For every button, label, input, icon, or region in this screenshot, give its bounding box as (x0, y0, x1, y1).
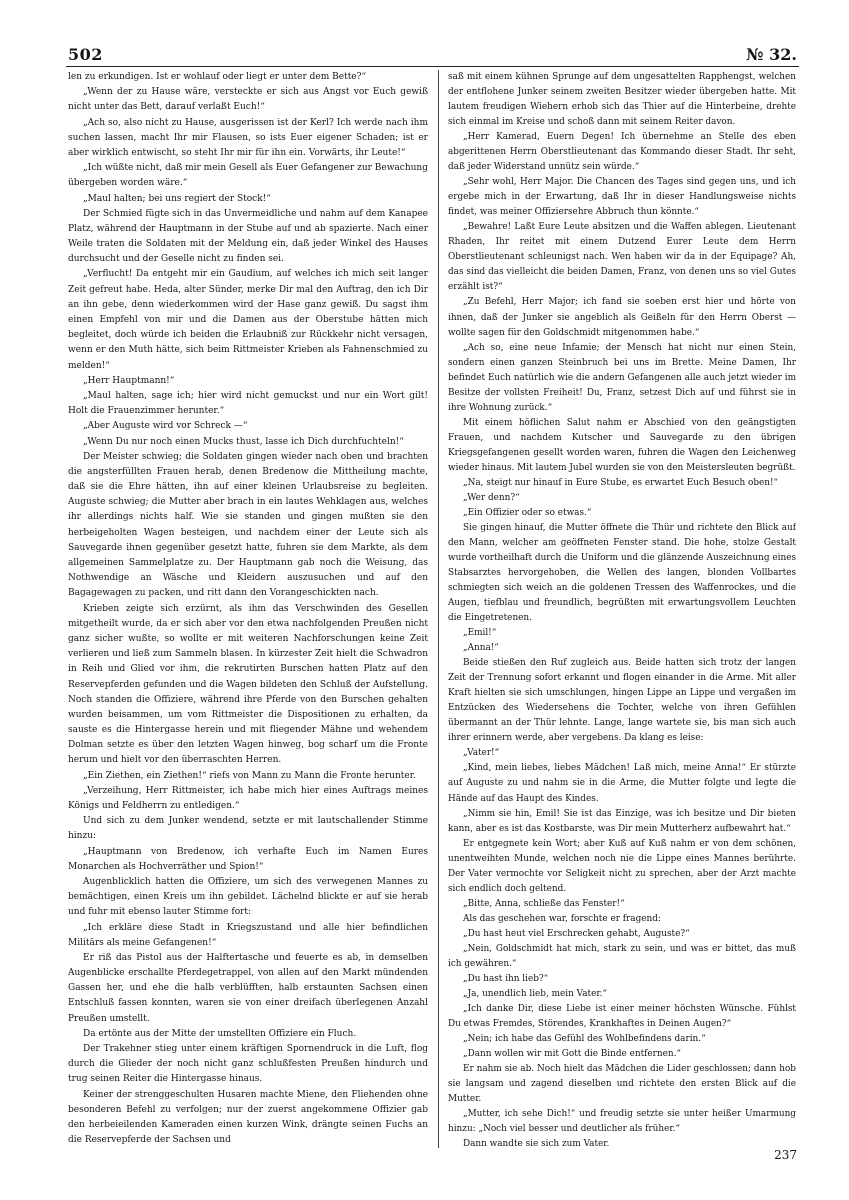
paragraph: „Wer denn?“ (463, 492, 520, 503)
paragraph: „Ein Offizier oder so etwas.“ (463, 507, 592, 518)
header-rule (66, 66, 799, 67)
column-divider (438, 70, 439, 1148)
issue-number: № 32. (746, 45, 797, 64)
paragraph: „Nimm sie hin, Emil! Sie ist das Einzige, was ich besitze und Dir bieten kann, aber es ist das Kostbarste, was Dir mein Mutterherz aufbewahrt hat.“ (448, 808, 796, 834)
paragraph: „Herr Hauptmann!“ (83, 375, 175, 386)
paragraph: saß mit einem kühnen Sprunge auf dem ungesattelten Rapphengst, welchen der entflohene Junker seinem zweiten Besitzer wieder übergeben hatte. Mit lautem freudigen Wiehern erhob sich das Thier auf die Hinterbeine, drehte sich einmal im Kreise und schoß dann mit seinem Reiter davon. (448, 72, 796, 128)
paragraph: „Nein; ich habe das Gefühl des Wohlbefindens darin.“ (463, 1034, 706, 1044)
paragraph: Krieben zeigte sich erzürnt, als ihm das Verschwinden des Gesellen mitgetheilt wurde, da er sich aber vor den etwa nachfolgenden Preußen nicht ganz sicher wußte, so wollte er mit weiteren Nachforschungen keine Zeit verlieren und ließ zum Sammeln blasen. In kürzester Zeit hielt die Schwadron in Reih und Glied vor ihm, die rekrutirten Burschen hatten Platz auf den Reservepferden gefunden und die Wagen bildeten den Schluß der Aufstellung. Noch standen die Offiziere, während ihre Pferde von den Burschen gehalten wurden beisammen, um vom Rittmeister die Dispositionen zu erhalten, da sauste es die Hintergasse herein und mit fliegender Mähne und wehendem Dolman setzte es über den letzten Wagen hinweg, bog scharf um die Fronte herum und hielt vor den überraschten Herren. (68, 603, 428, 766)
paragraph: „Bewahre! Laßt Eure Leute absitzen und die Waffen ablegen. Lieutenant Rhaden, Ihr reitet mit einem Dutzend Eurer Leute dem Herrn Oberstlieutenant schleunigst nach. Wen haben wir da in der Equipage? Ah, das sind das vielleicht die beiden Damen, Franz, von denen uns so viel Gutes erzählt ist?“ (448, 222, 796, 293)
paragraph: Und sich zu dem Junker wendend, setzte er mit lautschallender Stimme hinzu: (68, 816, 428, 842)
paragraph: „Emil!“ (463, 628, 497, 639)
paragraph: len zu erkundigen. Ist er wohlauf oder liegt er unter dem Bette?“ (68, 72, 367, 82)
paragraph: „Ich erkläre diese Stadt in Kriegszustand und alle hier befindlichen Militärs als meine Gefangenen!“ (68, 922, 428, 948)
paragraph: „Herr Kamerad, Euern Degen! Ich übernehme an Stelle des eben abgerittenen Herrn Oberstlieutenant das Kommando dieser Stadt. Ihr seht, daß jeder Widerstand unnütz sein würde.“ (448, 132, 796, 173)
paragraph: „Bitte, Anna, schließe das Fenster!“ (463, 898, 625, 909)
paragraph: „Anna!“ (463, 643, 499, 654)
paragraph: „Hauptmann von Bredenow, ich verhafte Euch im Namen Eures Monarchen als Hochverräther und Spion!“ (68, 846, 428, 872)
paragraph: „Du hast ihn lieb?“ (463, 973, 549, 984)
paragraph: Der Schmied fügte sich in das Unvermeidliche und nahm auf dem Kanapee Platz, während der Hauptmann in der Stube auf und ab spazierte. Nach einer Weile traten die Soldaten mit der Meldung ein, daß jeder Winkel des Hauses durchsucht und der Geselle nicht zu finden sei. (68, 208, 428, 265)
paragraph: „Ach so, eine neue Infamie; der Mensch hat nicht nur einen Stein, sondern einen ganzen Steinbruch bei uns im Brette. Meine Damen, Ihr befindet Euch natürlich wie die andern Gefangenen alle auch jetzt wieder im Besitze der vollsten Freiheit! Du, Franz, setzest Dich auf und führst sie in ihre Wohnung zurück.“ (448, 342, 796, 413)
paragraph: „Nein, Goldschmidt hat mich, stark zu sein, und was er bittet, das muß ich gewähren.“ (448, 943, 796, 969)
paragraph: „Vater!“ (463, 748, 500, 759)
paragraph: „Ein Ziethen, ein Ziethen!“ riefs von Mann zu Mann die Fronte herunter. (83, 770, 416, 781)
paragraph: „Maul halten, sage ich; hier wird nicht gemuckst und nur ein Wort gilt! Holt die Frauenzimmer herunter.“ (68, 390, 428, 417)
paragraph: Augenblicklich hatten die Offiziere, um sich des verwegenen Mannes zu bemächtigen, einen Kreis um ihn gebildet. Lächelnd blickte er auf sie herab und fuhr mit ebenso lauter Stimme fort: (68, 876, 428, 918)
paragraph: „Zu Befehl, Herr Major; ich fand sie soeben erst hier und hörte von ihnen, daß der Junker sie angeblich als Geißeln für den Herrn Oberst — wollte sagen für den Goldschmidt mitgenommen habe.“ (448, 297, 796, 338)
paragraph: „Ich wüßte nicht, daß mir mein Gesell als Euer Gefangener zur Bewachung übergeben worden wäre.“ (68, 163, 428, 189)
paragraph: „Du hast heut viel Erschrecken gehabt, Auguste?“ (463, 928, 690, 939)
paragraph: „Aber Auguste wird vor Schreck —“ (83, 421, 248, 432)
paragraph: „Dann wollen wir mit Gott die Binde entfernen.“ (463, 1049, 681, 1060)
right-text-column (448, 70, 796, 1152)
paragraph: „Kind, mein liebes, liebes Mädchen! Laß mich, meine Anna!“ Er stürzte auf Auguste zu und nahm sie in die Arme, die Mutter folgte und legte die Hände auf das Haupt des Kindes. (448, 763, 796, 804)
paragraph: Er riß das Pistol aus der Halftertasche und feuerte es ab, in demselben Augenblicke erschallte Pferdegetrappel, von allen auf den Markt mündenden Gassen her, und ehe die halb verblüfften, halb erstaunten Sachsen einen Entschluß fassen konnten, waren sie von einer dreifach überlegenen Anzahl Preußen umstellt. (68, 952, 428, 1024)
page-number: 502 (68, 45, 103, 64)
paragraph: Der Meister schwieg; die Soldaten gingen wieder nach oben und brachten die angsterfüllten Frauen herab, denen Bredenow die Mittheilung machte, daß sie die Ehre hätten, ihn auf einer kleinen Urlaubsreise zu begleiten. Auguste schwieg; die Mutter aber brach in ein lautes Wehklagen aus, welches ihr allerdings nichts half. Wie sie standen und gingen mußten sie den herbeigeholten Wagen besteigen, und nachdem einer der Leute sich als Sauvegarde ihnen gegenüber gesetzt hatte, fuhren sie dem Markte, als dem allgemeinen Sammelplatze zu. Der Hauptmann gab noch die Weisung, das Nothwendige an Wäsche und Kleidern auszusuchen und auf den Bagagewagen zu packen, und ritt dann den Vorangeschickten nach. (68, 451, 428, 599)
paragraph: Beide stießen den Ruf zugleich aus. Beide hatten sich trotz der langen Zeit der Trennung sofort erkannt und flogen einander in die Arme. Mit aller Kraft hielten sie sich umschlungen, hingen Lippe an Lippe und vergaßen im Entzücken des Wiedersehens die Tochter, welche von ihren Gefühlen übermannt an der Thür lehnte. Lange, lange wartete sie, bis man sich auch ihrer erinnern werde, aber vergebens. Da klang es leise: (448, 658, 796, 744)
paragraph: „Ja, unendlich lieb, mein Vater.“ (463, 988, 607, 999)
paragraph: „Verzeihung, Herr Rittmeister, ich habe mich hier eines Auftrags meines Königs und Feldherrn zu entledigen.“ (68, 785, 428, 811)
paragraph: „Verflucht! Da entgeht mir ein Gaudium, auf welches ich mich seit langer Zeit gefreut habe. Heda, alter Sünder, merke Dir mal den Auftrag, den ich Dir an ihn gebe, denn wiederkommen wird der Hase ganz gewiß. Du sagst ihm einen Empfehl von mir und die Damen aus der Oberstube hätten mich begleitet, doch würde ich beiden die Erlaubniß zur Rückkehr nicht versagen, wenn er den Muth hätte, sich beim Rittmeister Krieben als Fahnenschmied zu melden!“ (68, 269, 428, 371)
paragraph: Sie gingen hinauf, die Mutter öffnete die Thür und richtete den Blick auf den Mann, welcher am geöffneten Fenster stand. Die hohe, stolze Gestalt wurde vortheilhaft durch die Uniform und die glänzende Auszeichnung eines Stabsarztes hervorgehoben, die Wellen des langen, blonden Vollbartes schmiegten sich weich an die goldenen Tressen des Waffenrockes, und die Augen, tiefblau und freundlich, begrüßten mit erwartungsvollem Leuchten die Eingetretenen. (448, 522, 796, 624)
paragraph: „Sehr wohl, Herr Major. Die Chancen des Tages sind gegen uns, und ich ergebe mich in der Erwartung, daß Ihr in dieser Handlungsweise nichts findet, was meiner Offiziersehre Abbruch thun könnte.“ (448, 177, 796, 218)
paragraph: „Na, steigt nur hinauf in Eure Stube, es erwartet Euch Besuch oben!“ (463, 477, 779, 488)
paragraph: Dann wandte sie sich zum Vater. (463, 1139, 610, 1150)
paragraph: „Wenn Du nur noch einen Mucks thust, lasse ich Dich durchfuchteln!“ (83, 436, 404, 447)
paragraph: Da ertönte aus der Mitte der umstellten Offiziere ein Fluch. (83, 1028, 357, 1039)
paragraph: „Ach so, also nicht zu Hause, ausgerissen ist der Kerl? Ich werde nach ihm suchen lassen, macht Ihr mir Flausen, so ists Euer eigener Schaden; ist er aber wirklich entwischt, so steht Ihr mir für ihn ein. Vorwärts, ihr Leute!“ (68, 117, 428, 158)
paragraph: Als das geschehen war, forschte er fragend: (463, 913, 661, 924)
paragraph: Der Trakehner stieg unter einem kräftigen Spornendruck in die Luft, flog durch die Glieder der noch nicht ganz schlußfesten Preußen hindurch und trug seinen Reiter die Hintergasse hinaus. (68, 1044, 428, 1085)
paragraph: Keiner der strenggeschulten Husaren machte Miene, den Fliehenden ohne besonderen Befehl zu verfolgen; nur der zuerst angekommene Offizier gab den herbeieilenden Kameraden einen kurzen Wink, drängte seinen Fuchs an die Reservepferde der Sachsen und (68, 1089, 428, 1146)
left-text-column (68, 70, 428, 1152)
sheet-number: 237 (774, 1148, 797, 1162)
paragraph: Er entgegnete kein Wort; aber Kuß auf Kuß nahm er von dem schönen, unentweihten Munde, welchen noch nie die Lippe eines Mannes berührte. Der Vater vermochte vor Seligkeit nicht zu sprechen, aber der Arzt machte sich endlich doch geltend. (448, 838, 796, 894)
paragraph: „Maul halten; bei uns regiert der Stock!“ (83, 193, 271, 204)
paragraph: „Wenn der zu Hause wäre, versteckte er sich aus Angst vor Euch gewiß nicht unter das Bett, darauf verlaßt Euch!“ (68, 87, 428, 113)
paragraph: „Ich danke Dir, diese Liebe ist einer meiner höchsten Wünsche. Fühlst Du etwas Fremdes, Störendes, Krankhaftes in Deinen Augen?“ (448, 1003, 796, 1029)
paragraph: Mit einem höflichen Salut nahm er Abschied von den geängstigten Frauen, und nachdem Kutscher und Sauvegarde zu den übrigen Kriegsgefangenen gesellt worden waren, fuhren die Wagen den Leichenweg wieder hinaus. Mit lautem Jubel wurden sie von den Meistersleuten begrüßt. (448, 417, 796, 473)
paragraph: Er nahm sie ab. Noch hielt das Mädchen die Lider geschlossen; dann hob sie langsam und zagend dieselben und richtete den ersten Blick auf die Mutter. (448, 1064, 796, 1105)
paragraph: „Mutter, ich sehe Dich!“ und freudig setzte sie unter heißer Umarmung hinzu: „Noch viel besser und deutlicher als früher.“ (448, 1109, 796, 1135)
